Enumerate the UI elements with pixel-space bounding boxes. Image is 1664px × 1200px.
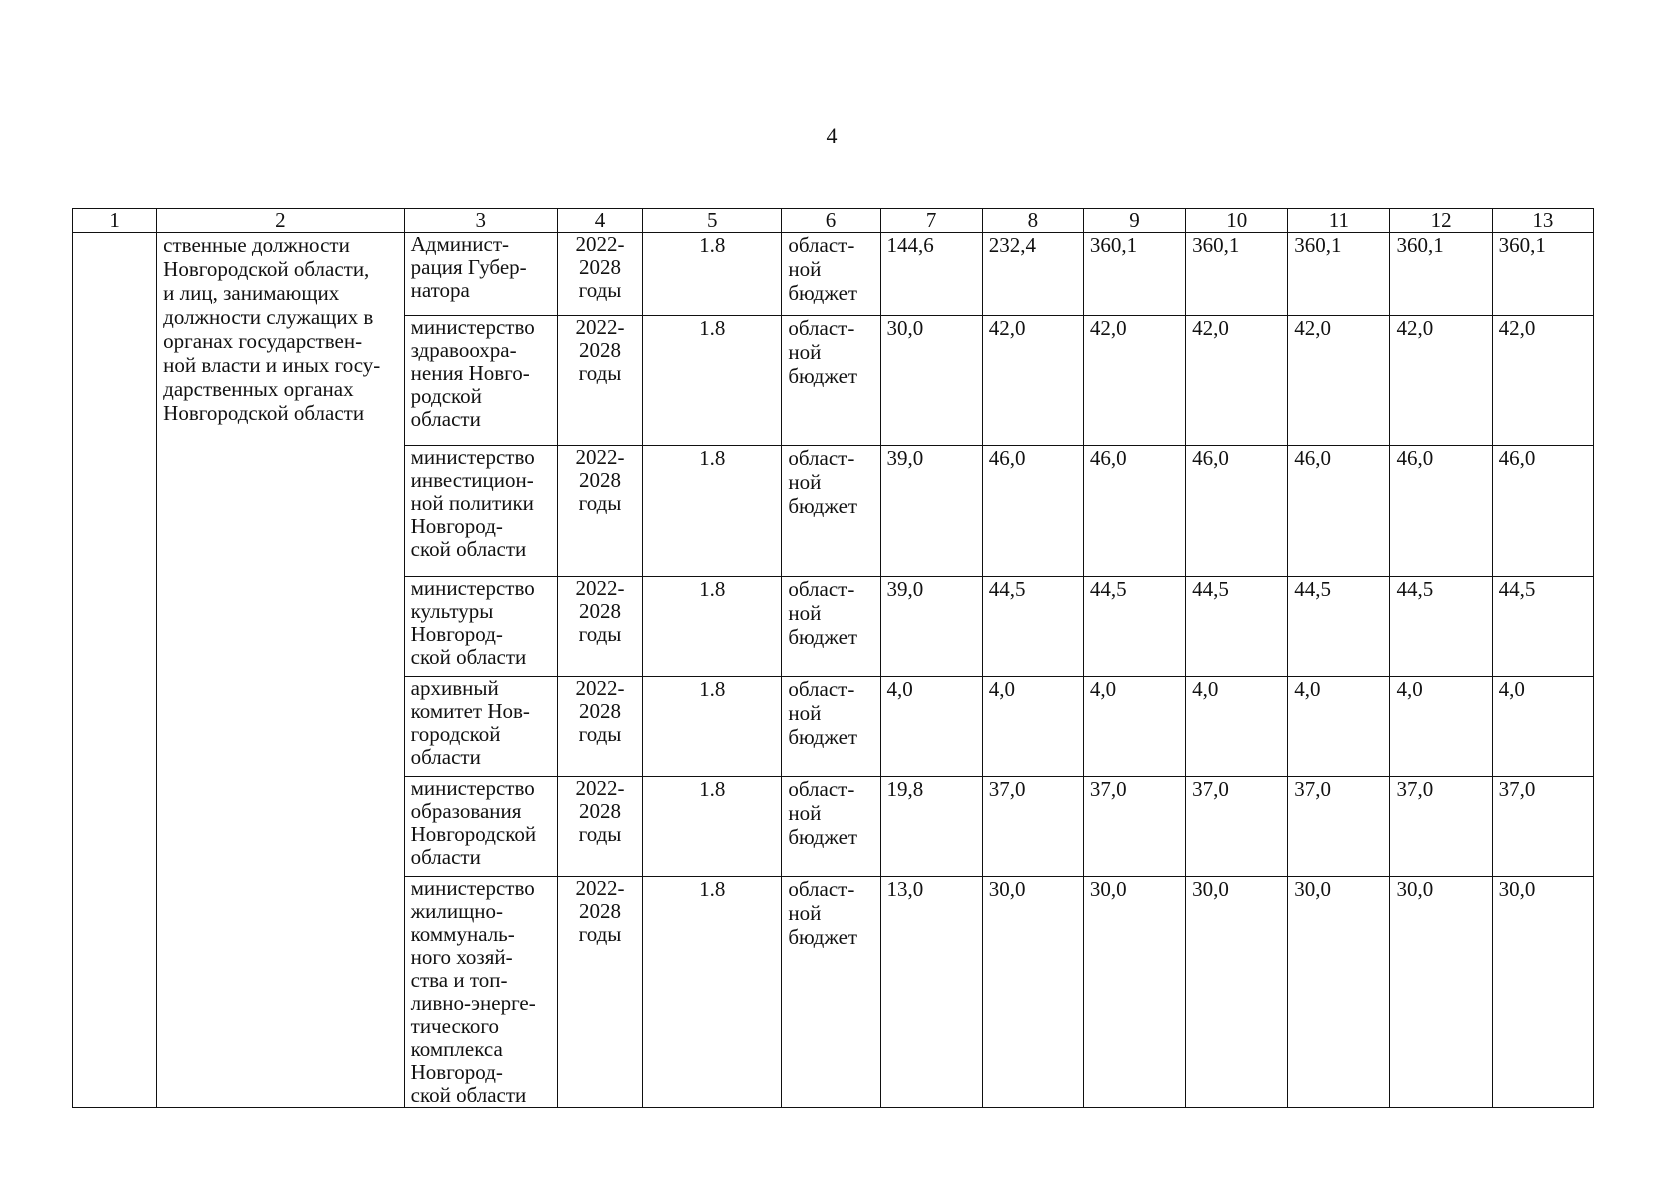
header-col-7: 7: [880, 209, 982, 233]
period-text: 2022- 2028 годы: [575, 776, 625, 846]
value-cell: 46,0: [1390, 446, 1492, 577]
funding-source-cell: [782, 877, 880, 1108]
executor-cell: [404, 877, 557, 1108]
executor-cell: [404, 677, 557, 777]
value-cell: 42,0: [1492, 316, 1593, 446]
period-cell: [557, 677, 642, 777]
executor-name: министерство здравоохра- нения Новго- родской области: [410, 315, 535, 431]
funding-source-cell: [782, 233, 880, 316]
header-col-4: 4: [557, 209, 642, 233]
value-cell: 42,0: [1390, 316, 1492, 446]
funding-source-cell: [782, 446, 880, 577]
period-cell: [557, 233, 642, 316]
value-cell: 42,0: [1288, 316, 1390, 446]
header-col-3: 3: [404, 209, 557, 233]
value-cell: 4,0: [1390, 677, 1492, 777]
page-number: 4: [826, 123, 838, 148]
funding-source: област- ной бюджет: [788, 877, 858, 949]
value-cell: 13,0: [880, 877, 982, 1108]
executor-name: министерство жилищно- коммуналь- ного хозяй- ства и топ- ливно-энерге- тического комплекса Новгород- ской области: [410, 876, 536, 1107]
value-cell: 4,0: [880, 677, 982, 777]
value-cell: 42,0: [982, 316, 1083, 446]
value-cell: 360,1: [1083, 233, 1185, 316]
value-cell: 37,0: [1083, 777, 1185, 877]
header-col-8: 8: [982, 209, 1083, 233]
value-cell: 37,0: [1288, 777, 1390, 877]
value-cell: 39,0: [880, 446, 982, 577]
funding-source: област- ной бюджет: [788, 316, 858, 388]
value-cell: 30,0: [880, 316, 982, 446]
activity-description-cell: [157, 233, 404, 1108]
executor-cell: [404, 446, 557, 577]
value-cell: 4,0: [1288, 677, 1390, 777]
value-cell: 46,0: [1288, 446, 1390, 577]
header-col-13: 13: [1492, 209, 1593, 233]
period-cell: [557, 777, 642, 877]
period-cell: [557, 577, 642, 677]
value-cell: 144,6: [880, 233, 982, 316]
value-cell: 30,0: [1288, 877, 1390, 1108]
value-cell: 44,5: [982, 577, 1083, 677]
value-cell: 4,0: [1492, 677, 1593, 777]
value-cell: 4,0: [1186, 677, 1288, 777]
executor-cell: [404, 316, 557, 446]
target-cell: 1.8: [643, 877, 782, 1108]
target-cell: 1.8: [643, 577, 782, 677]
value-cell: 30,0: [1492, 877, 1593, 1108]
value-cell: 46,0: [1083, 446, 1185, 577]
value-cell: 44,5: [1288, 577, 1390, 677]
executor-cell: [404, 777, 557, 877]
executor-name: архивный комитет Нов- городской области: [410, 676, 530, 769]
funding-source: област- ной бюджет: [788, 446, 858, 518]
funding-source-cell: [782, 316, 880, 446]
period-text: 2022- 2028 годы: [575, 232, 625, 302]
value-cell: 44,5: [1083, 577, 1185, 677]
value-cell: 44,5: [1390, 577, 1492, 677]
activity-description: ственные должности Новгородской области, и лиц, занимающих должности служащих в органах государствен- ной власти и иных госу- дарственных органах Новгородской области: [163, 233, 381, 425]
executor-name: министерство инвестицион- ной политики Новгород- ской области: [410, 445, 535, 561]
value-cell: 30,0: [1186, 877, 1288, 1108]
funding-source: област- ной бюджет: [788, 777, 858, 849]
period-text: 2022- 2028 годы: [575, 576, 625, 646]
value-cell: 360,1: [1288, 233, 1390, 316]
value-cell: 37,0: [982, 777, 1083, 877]
funding-source: област- ной бюджет: [788, 233, 858, 305]
executor-name: министерство образования Новгородской области: [410, 776, 537, 869]
header-col-9: 9: [1083, 209, 1185, 233]
value-cell: 4,0: [1083, 677, 1185, 777]
value-cell: 30,0: [1390, 877, 1492, 1108]
target-cell: 1.8: [643, 446, 782, 577]
budget-table: [72, 208, 1594, 1108]
period-cell: [557, 877, 642, 1108]
value-cell: 360,1: [1186, 233, 1288, 316]
funding-source-cell: [782, 577, 880, 677]
funding-source-cell: [782, 777, 880, 877]
row-number-cell: [73, 233, 157, 1108]
header-col-2: 2: [157, 209, 404, 233]
value-cell: 44,5: [1186, 577, 1288, 677]
value-cell: 19,8: [880, 777, 982, 877]
funding-source: област- ной бюджет: [788, 577, 858, 649]
table-body: [73, 233, 1594, 1108]
period-text: 2022- 2028 годы: [575, 876, 625, 946]
value-cell: 46,0: [1186, 446, 1288, 577]
target-cell: 1.8: [643, 777, 782, 877]
target-cell: 1.8: [643, 316, 782, 446]
value-cell: 37,0: [1492, 777, 1593, 877]
table-header: [73, 209, 1594, 233]
executor-cell: [404, 577, 557, 677]
value-cell: 360,1: [1492, 233, 1593, 316]
target-cell: 1.8: [643, 233, 782, 316]
header-col-5: 5: [643, 209, 782, 233]
target-cell: 1.8: [643, 677, 782, 777]
header-row: [73, 209, 1594, 233]
period-text: 2022- 2028 годы: [575, 315, 625, 385]
funding-source-cell: [782, 677, 880, 777]
table-row: [73, 233, 1594, 316]
value-cell: 30,0: [982, 877, 1083, 1108]
value-cell: 4,0: [982, 677, 1083, 777]
value-cell: 42,0: [1083, 316, 1185, 446]
value-cell: 44,5: [1492, 577, 1593, 677]
header-col-1: 1: [73, 209, 157, 233]
value-cell: 37,0: [1390, 777, 1492, 877]
value-cell: 37,0: [1186, 777, 1288, 877]
funding-source: област- ной бюджет: [788, 677, 858, 749]
header-col-12: 12: [1390, 209, 1492, 233]
period-text: 2022- 2028 годы: [575, 676, 625, 746]
period-text: 2022- 2028 годы: [575, 445, 625, 515]
period-cell: [557, 316, 642, 446]
value-cell: 46,0: [1492, 446, 1593, 577]
value-cell: 232,4: [982, 233, 1083, 316]
header-col-10: 10: [1186, 209, 1288, 233]
value-cell: 42,0: [1186, 316, 1288, 446]
executor-name: Админист- рация Губер- натора: [410, 232, 527, 302]
value-cell: 360,1: [1390, 233, 1492, 316]
header-col-6: 6: [782, 209, 880, 233]
header-col-11: 11: [1288, 209, 1390, 233]
period-cell: [557, 446, 642, 577]
value-cell: 30,0: [1083, 877, 1185, 1108]
value-cell: 46,0: [982, 446, 1083, 577]
executor-name: министерство культуры Новгород- ской области: [410, 576, 535, 669]
executor-cell: [404, 233, 557, 316]
value-cell: 39,0: [880, 577, 982, 677]
